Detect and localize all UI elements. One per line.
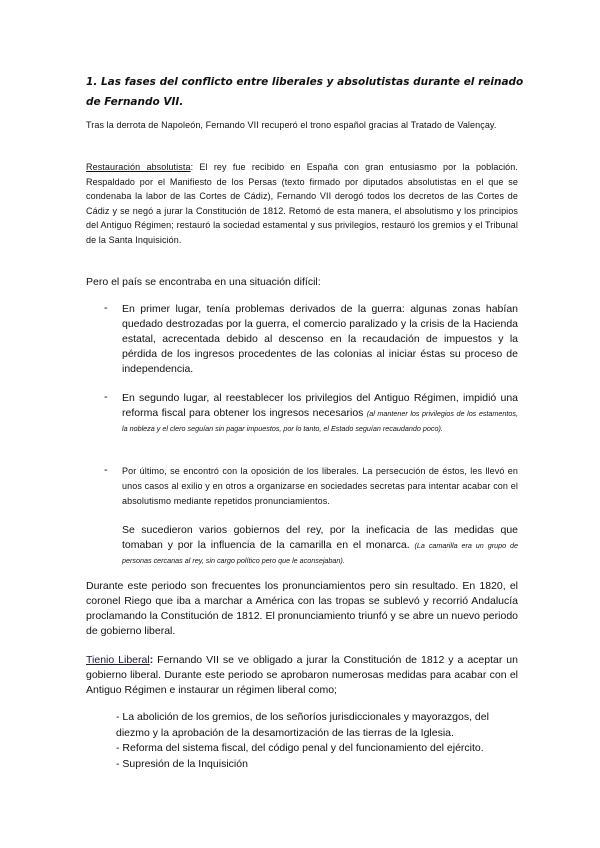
bullet-3: Por último, se encontró con la oposición de los liberales. La persecución de éstos, les llevó en unos casos al exilio y en otros a organizarse en sociedades secretas para intentar acabar con el absolutismo mediante repetidos pronunciamientos. [122, 466, 518, 506]
trienio-text: Fernando VII se ve obligado a jurar la Constitución de 1812 y a aceptar un gobierno liberal. Durante este periodo se aprobaron numerosas medidas para acabar con el Antiguo Régimen e instaurar un régimen liberal como; [86, 654, 518, 696]
bullet-1: En primer lugar, tenía problemas derivados de la guerra: algunas zonas habían quedado destrozadas por la guerra, el comercio paralizado y la crisis de la Hacienda estatal, acrecentada debido al descenso en la recaudación de impuestos y la pérdida de los ingresos procedentes de las colonias al iniciar éstas su proceso de independencia. [122, 303, 518, 375]
trienio-label: Tienio Liberal [86, 654, 150, 666]
bullet-dash-3: - [104, 464, 108, 476]
restauracion-paragraph [86, 160, 518, 247]
heading-end: . [179, 96, 184, 108]
bullet-dash-1: - [104, 302, 108, 314]
medida-item: - La abolición de los gremios, de los señoríos jurisdiccionales y mayorazgos, del diezmo y la aprobación de la desamortización de las tierras de la Iglesia. [116, 711, 489, 739]
section-heading [86, 72, 526, 112]
situacion-paragraph: Pero el país se encontraba en una situación difícil: [86, 276, 321, 288]
gobiernos-main: Se sucedieron varios gobiernos del rey, por la ineficacia de las medidas que tomaban y por la influencia de la camarilla en el monarca. [122, 524, 518, 551]
restauracion-colon: : [190, 162, 194, 172]
heading-text: . Las fases del conflicto entre liberales y absolutistas durante el reinado de Fernando VII [86, 76, 524, 108]
bullet-2-main: En segundo lugar, al reestablecer los privilegios del Antiguo Régimen, impidió una reforma fiscal para obtener los ingresos necesarios [122, 392, 518, 419]
trienio-colon: : [149, 654, 154, 666]
trienio-paragraph [86, 653, 518, 698]
medidas-list [116, 710, 518, 772]
intro-paragraph: Tras la derrota de Napoleón, Fernando VII recuperó el trono español gracias al Tratado de Valençay. [86, 120, 497, 130]
medida-item: - Reforma del sistema fiscal, del código penal y del funcionamiento del ejército. [116, 742, 484, 754]
heading-number: 1 [86, 76, 94, 88]
bullet-2 [122, 391, 518, 436]
bullet-dash-2: - [104, 391, 108, 403]
restauracion-label: Restauración absolutista [86, 162, 191, 172]
restauracion-text: El rey fue recibido en España con gran entusiasmo por la población. Respaldado por el Manifiesto de los Persas (texto firmado por diputados absolutistas en el que se condenaba la labor de las Cortes de Cádiz), Fernando VII derogó todos los decretos de las Cortes de Cádiz y se negó a jurar la Constitución de 1812. Retomó de esta manera, el absolutismo y los principios del Antiguo Régimen; restauró la sociedad estamental y sus privilegios, restauró los gremios y el Tribunal de la Santa Inquisición. [86, 162, 518, 245]
gobiernos-paragraph [122, 523, 518, 568]
bullet-2-note: (al mantener los privilegios de los estamentos, la nobleza y el clero seguían sin pagar impuestos, por lo tanto, el Estado seguían recaudando poco). [122, 409, 518, 433]
medida-item: - Supresión de la Inquisición [116, 757, 248, 770]
gobiernos-note: (La camarilla era un grupo de personas cercanas al rey, sin cargo político pero que le aconsejaban). [122, 541, 519, 565]
pronunciamientos-paragraph: Durante este periodo son frecuentes los pronunciamientos pero sin resultado. En 1820, el coronel Riego que iba a marchar a América con las tropas se sublevó y recorrió Andalucía proclamando la Constitución de 1812. El pronunciamiento triunfó y se abre un nuevo periodo de gobierno liberal. [86, 580, 518, 637]
